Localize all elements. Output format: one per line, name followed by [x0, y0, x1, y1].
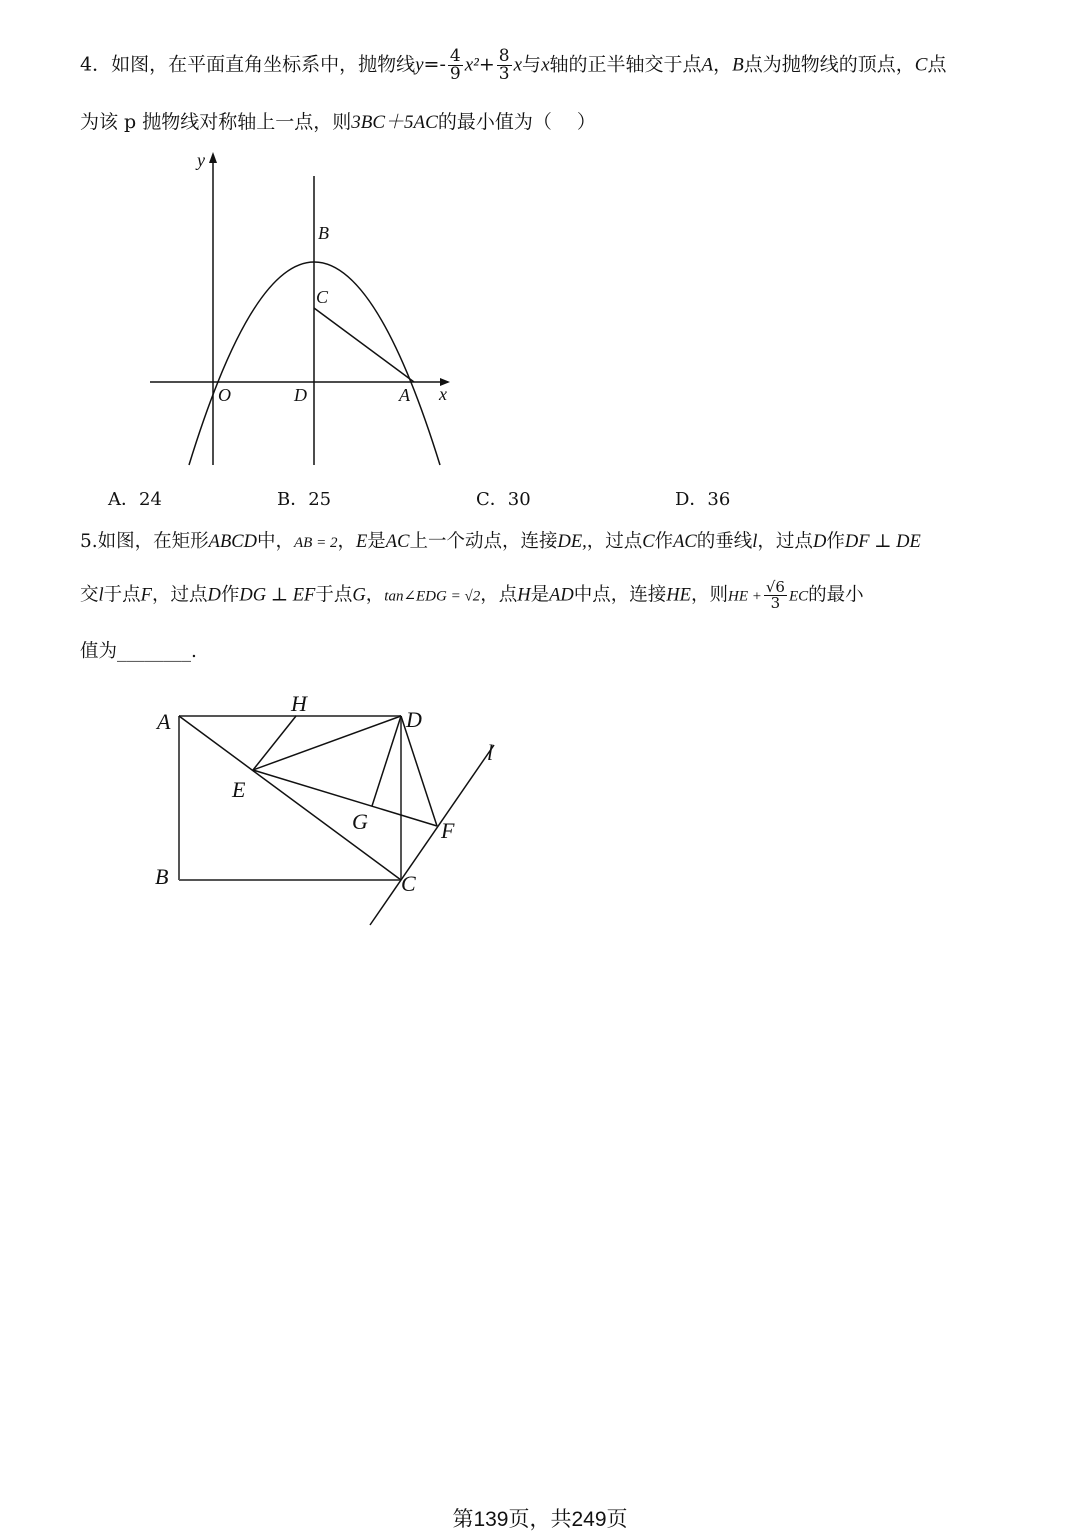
option-b: B．25 — [277, 489, 332, 510]
q5-de: DE, — [557, 532, 587, 552]
q5-text-through-d2: ，过点 — [151, 584, 208, 606]
q5-h: H — [517, 585, 531, 606]
q5-e: E — [355, 532, 368, 552]
q5-rectangle-figure — [150, 690, 510, 935]
q5-text-jiao: 交 — [80, 584, 99, 606]
q5-text-shi-2: 是 — [530, 584, 550, 606]
q5-sep: ， — [337, 531, 356, 552]
q4-point-b: B — [732, 54, 744, 76]
q5-c: C — [642, 532, 655, 552]
q5-abcd: ABCD — [208, 532, 257, 552]
q5-tan: tan∠EDG = √2 — [384, 588, 481, 605]
q4-x-axis-var: x — [541, 54, 550, 76]
q5-text-perp-line: 的垂线 — [696, 531, 753, 552]
q5-number: 5. — [80, 531, 98, 552]
segment-dg — [372, 716, 401, 806]
q5-fraction-sqrt6-3: $\frac{√6}{3}$ — [765, 578, 785, 612]
q5-g: G — [352, 585, 366, 606]
label-b: B — [318, 223, 329, 243]
q4-text: 如图，在平面直角坐标系中，抛物线 — [111, 53, 416, 76]
q4-minus: - — [439, 53, 446, 76]
label-y: y — [197, 150, 205, 170]
label-x: x — [439, 384, 447, 404]
q4-point-c: C — [914, 54, 928, 76]
q5-text-through-d: ，过点 — [757, 531, 813, 552]
q5-dg-perp-ef: DG ⊥ EF — [239, 585, 316, 606]
q5-d-2: D — [207, 585, 221, 606]
q4-text-min: 的最小值为（ ） — [437, 111, 596, 133]
q4-point-a: A — [701, 54, 714, 76]
q5-l: l — [752, 532, 758, 552]
label-o: O — [218, 385, 231, 405]
q5-text-zuo-3: 作 — [220, 584, 240, 606]
label-a: A — [399, 385, 410, 405]
q5-line2 — [80, 580, 864, 611]
q5-text-ze: ，则 — [690, 584, 728, 606]
q5-d: D — [812, 532, 827, 552]
label-c: C — [316, 287, 329, 307]
label-d: D — [294, 385, 307, 405]
q4-line1 — [80, 48, 946, 83]
fig-label-e: E — [232, 777, 246, 802]
q5-line1 — [80, 527, 921, 553]
q4-sep: ， — [713, 53, 733, 76]
q5-f: F — [140, 585, 152, 606]
segment-ef — [253, 770, 437, 826]
q5-text-min: 的最小 — [808, 584, 864, 606]
q5-text-zuo-2: 作 — [826, 531, 845, 552]
q4-text-yu: 与 — [522, 53, 542, 76]
q5-sep-2: ， — [365, 584, 385, 606]
q5-text-point-h: ，点 — [480, 584, 518, 606]
q5-text-midpoint: 中点，连接 — [573, 584, 667, 606]
q4-y-var: y — [415, 54, 424, 76]
q5-l-2: l — [98, 585, 104, 606]
q5-text-moving: 上一个动点，连接 — [409, 531, 558, 552]
q4-eq: = — [423, 53, 440, 76]
q5-he: HE — [666, 585, 691, 606]
q4-text-point: 点 — [927, 53, 947, 76]
q4-text-vertex: 点为抛物线的顶点， — [743, 53, 915, 76]
q4-number: 4． — [80, 53, 112, 76]
q5-text-through-c: ，过点 — [586, 531, 643, 552]
q5-ec: EC — [788, 588, 809, 605]
page-footer: 第139页，共249页 — [452, 1508, 628, 1531]
q4-expression: 3BC＋5AC — [351, 112, 438, 133]
y-axis-arrow-icon — [209, 152, 217, 163]
q5-ad: AD — [549, 585, 574, 606]
q4-x-squared: x² — [464, 54, 479, 76]
q4-fraction-8-3: $\frac{8}{3}$ — [498, 46, 510, 84]
option-c: C．30 — [476, 489, 531, 510]
q5-text-zuo: 作 — [654, 531, 674, 552]
q5-text-yudian: 于点 — [103, 584, 141, 606]
option-d: D．36 — [675, 489, 731, 510]
q5-line3: 值为________. — [80, 641, 197, 662]
fig-label-a: A — [157, 709, 171, 734]
q4-fraction-4-9: $\frac{4}{9}$ — [449, 46, 461, 84]
fig-label-l: l — [487, 740, 494, 765]
q4-parabola-figure — [140, 145, 470, 475]
segment-df — [401, 716, 437, 826]
option-a: A．24 — [108, 489, 162, 510]
q5-ac: AC — [385, 532, 410, 552]
q4-line2 — [80, 107, 596, 134]
q5-text-shi: 是 — [367, 531, 386, 552]
q4-plus: + — [478, 53, 495, 76]
q5-ac-2: AC — [673, 532, 697, 552]
q4-text-line2: 为该 p 抛物线对称轴上一点，则 — [80, 111, 352, 133]
fig-label-f: F — [441, 818, 455, 843]
q4-text-axis: 轴的正半轴交于点 — [549, 53, 702, 76]
q4-x-var: x — [513, 54, 523, 76]
q5-he-plus: HE + — [727, 588, 762, 605]
segment-ca — [314, 308, 414, 382]
fig-label-c: C — [401, 871, 416, 896]
q5-text-yudian-2: 于点 — [315, 584, 353, 606]
q5-text: 如图，在矩形 — [97, 531, 209, 552]
diagonal-ac — [179, 716, 401, 880]
q5-df-perp-de: DF ⊥ DE — [844, 532, 921, 552]
q5-text-zhong: 中， — [256, 531, 294, 552]
line-l — [370, 745, 494, 925]
q5-ab-eq: AB = 2 — [294, 535, 338, 551]
fig-label-h: H — [291, 691, 307, 716]
fig-label-b: B — [155, 864, 169, 889]
fig-label-d: D — [406, 707, 422, 732]
fig-label-g: G — [352, 809, 368, 834]
